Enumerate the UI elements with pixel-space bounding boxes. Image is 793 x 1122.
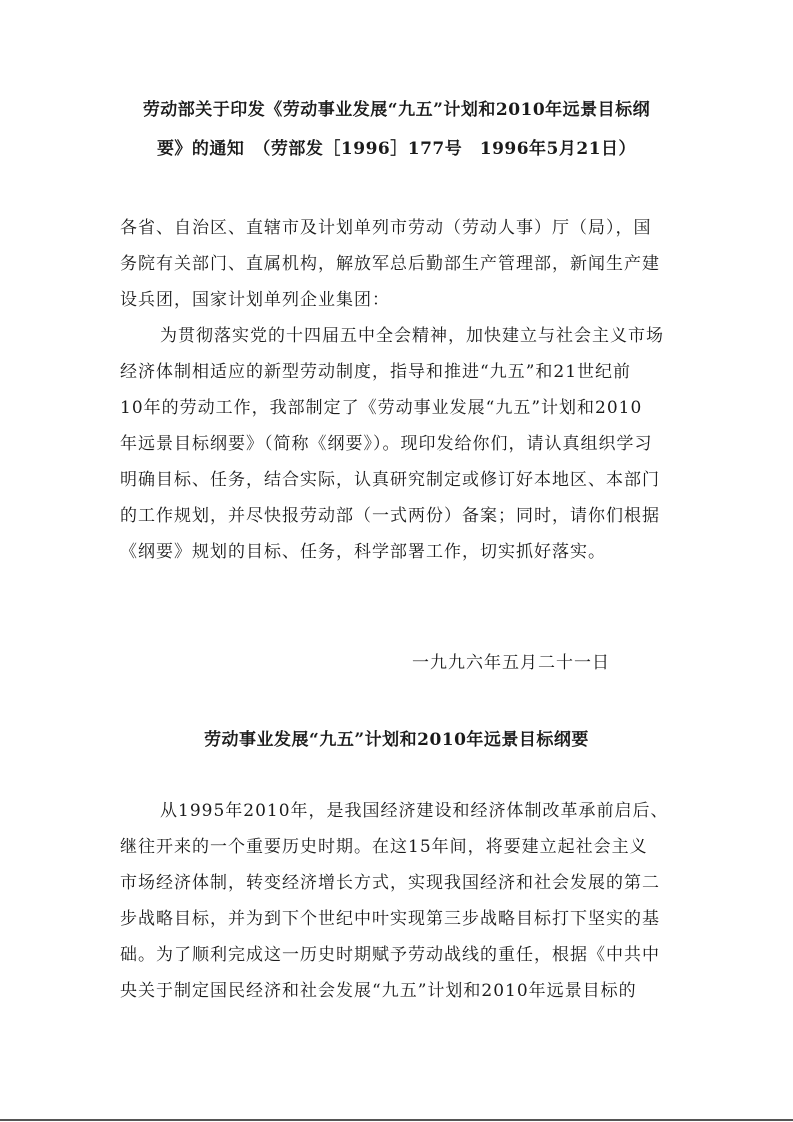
outline-title: 劳动事业发展“九五”计划和2010年远景目标纲要 <box>204 730 589 750</box>
notice-body-line-3: 10年的劳动工作，我部制定了《劳动事业发展“九五”计划和2010 <box>120 398 643 418</box>
addressee-line-3: 设兵团，国家计划单列企业集团： <box>120 290 390 310</box>
page-bottom-rule <box>0 1119 793 1121</box>
notice-date: 一九九六年五月二十一日 <box>412 653 610 673</box>
outline-body-line-1: 从1995年2010年，是我国经济建设和经济体制改革承前启后、 <box>160 801 669 821</box>
addressee-line-2: 务院有关部门、直属机构，解放军总后勤部生产管理部，新闻生产建 <box>120 254 660 274</box>
addressee-line-1: 各省、自治区、直辖市及计划单列市劳动（劳动人事）厅（局），国 <box>120 218 652 238</box>
notice-body-line-7: 《纲要》规划的目标、任务，科学部署工作，切实抓好落实。 <box>120 542 606 562</box>
notice-body-line-1: 为贯彻落实党的十四届五中全会精神，加快建立与社会主义市场 <box>160 326 664 346</box>
notice-body-line-5: 明确目标、任务，结合实际，认真研究制定或修订好本地区、本部门 <box>120 470 660 490</box>
notice-title-line-1: 劳动部关于印发《劳动事业发展“九五”计划和2010年远景目标纲 <box>142 100 651 120</box>
outline-body-line-6: 央关于制定国民经济和社会发展“九五”计划和2010年远景目标的 <box>120 981 637 1001</box>
notice-title-line-2: 要》的通知 （劳部发［1996］177号 1996年5月21日） <box>156 139 637 159</box>
notice-body-line-2: 经济体制相适应的新型劳动制度，指导和推进“九五”和21世纪前 <box>120 362 632 382</box>
outline-body-line-3: 市场经济体制，转变经济增长方式，实现我国经济和社会发展的第二 <box>120 873 660 893</box>
notice-body-line-4: 年远景目标纲要》（简称《纲要》）。现印发给你们，请认真组织学习 <box>120 434 653 454</box>
notice-body-line-6: 的工作规划，并尽快报劳动部（一式两份）备案；同时，请你们根据 <box>120 506 660 526</box>
outline-body-line-4: 步战略目标，并为到下个世纪中叶实现第三步战略目标打下坚实的基 <box>120 909 660 929</box>
outline-body-line-5: 础。为了顺利完成这一历史时期赋予劳动战线的重任，根据《中共中 <box>120 945 660 965</box>
outline-body-line-2: 继往开来的一个重要历史时期。在这15年间，将要建立起社会主义 <box>120 837 648 857</box>
